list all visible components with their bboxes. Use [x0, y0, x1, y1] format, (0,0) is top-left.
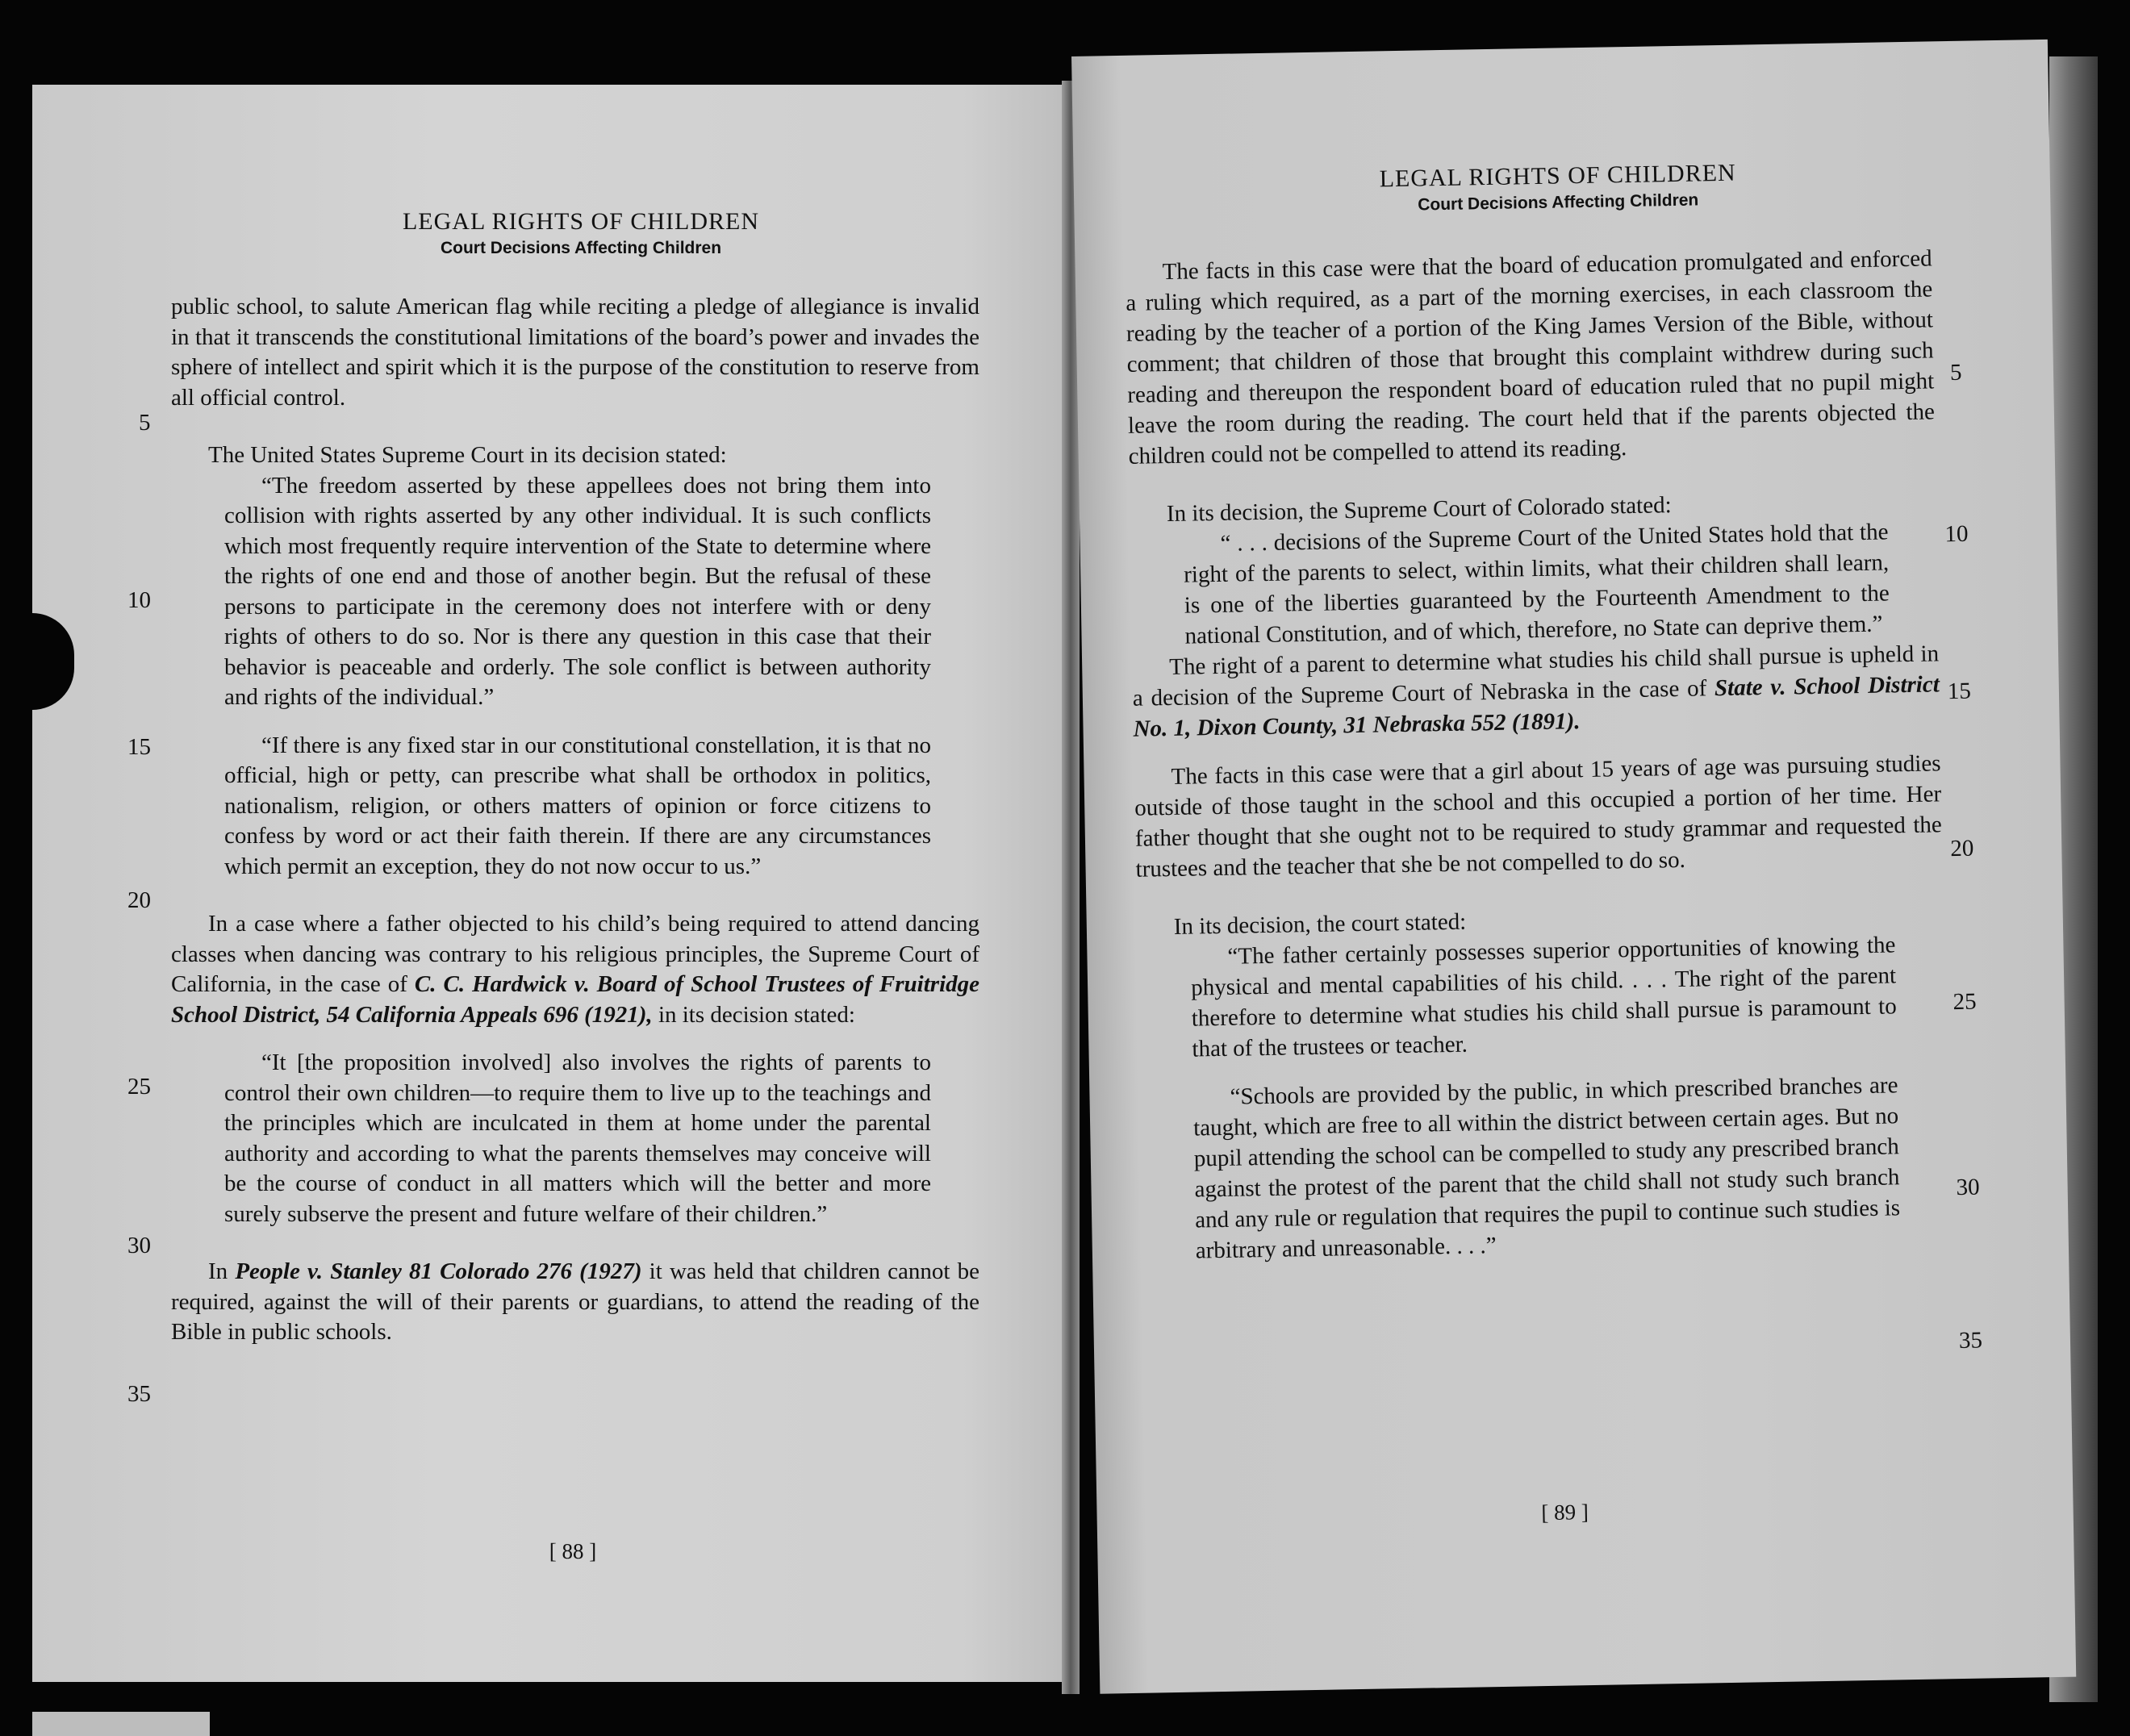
right-line-number: 10 — [1944, 520, 1969, 548]
right-paragraph-4: The facts in this case were that a girl about 15 years of age was pursuing studies outside of those taught in the school and this occupied a portion of her time. Her father thought that she ought not to be required to study grammar and requested the trustees and the teacher that she be not compelled to do so. — [1134, 750, 1943, 883]
right-case-citation: State v. School District No. 1, Dixon County, 31 Nebraska 552 (1891). — [1133, 671, 1940, 742]
left-line-number: 10 — [127, 587, 151, 613]
left-header — [307, 208, 855, 258]
left-page-number: [ 88 ] — [549, 1539, 597, 1563]
right-line-number: 35 — [1958, 1327, 1983, 1354]
left-body — [171, 292, 979, 1348]
right-quote-1: “ . . . decisions of the Supreme Court of the United States hold that the right of the parents to select, within limits, what their children shall learn, is one of the liberties guaranteed by the Fourteenth Amendment to the national Constitution, and of which, therefore, no State can deprive them.” — [1183, 519, 1890, 649]
right-quote-2: “The father certainly possesses superior opportunities of knowing the physical and mental capabilities of his child. . . . The right of the parent therefore to determine what studies his child shall pursue is paramount to that of the trustees or teacher. — [1190, 932, 1897, 1062]
right-body — [1125, 243, 1949, 1267]
right-paragraph-5: In its decision, the court stated: — [1173, 908, 1467, 940]
right-line-number: 15 — [1947, 678, 1972, 705]
right-page — [1071, 40, 2076, 1694]
left-header-title: LEGAL RIGHTS OF CHILDREN — [402, 208, 760, 235]
right-header-subtitle: Court Decisions Affecting Children — [1418, 190, 1699, 215]
right-line-number: 25 — [1952, 988, 1977, 1016]
left-header-subtitle: Court Decisions Affecting Children — [440, 239, 722, 257]
right-paragraph-2: In its decision, the Supreme Court of Colorado stated: — [1166, 492, 1672, 528]
right-line-number: 30 — [1956, 1174, 1980, 1201]
left-quote-1: “The freedom asserted by these appellees does not bring them into collision with rights asserted by any other individual. It is such conflicts which most frequently require intervention of the State to determine where the rights of one end and those of another begin. But the refusal of these persons to participate in the ceremony does not interfere with or deny rights of others to do so. Nor is there any question in this case that their behavior is peaceable and orderly. The sole conflict is between authority and rights of the individual.” — [224, 472, 931, 710]
right-paragraph-1: The facts in this case were that the board of education promulgated and enforced a ruling which required, as a part of the morning exercises, in each classroom the reading by the teacher of a portion of the King James Version of the Bible, without comment; that children of those that brought this complaint withdrew during such reading and thereupon the respondent board of education ruled that no pupil might leave the room during the reading. The court held that if the parents objected the children could not be compelled to attend its reading. — [1126, 245, 1936, 469]
right-header — [1283, 158, 1832, 218]
left-paragraph-4: In People v. Stanley 81 Colorado 276 (1927) it was held that children cannot be required, against the will of their parents or guardians, to attend the reading of the Bible in public schools. — [171, 1258, 979, 1345]
left-paragraph-1: public school, to salute American flag while reciting a pledge of allegiance is invalid in that it transcends the constitutional limitations of the board’s power and invades the sphere of intellect and spirit which it is the purpose of the constitution to reserve from all official control. — [171, 294, 979, 411]
right-page-number: [ 89 ] — [1541, 1500, 1589, 1525]
left-line-number: 15 — [127, 734, 151, 760]
right-line-number: 5 — [1949, 359, 1962, 386]
left-line-number: 30 — [127, 1233, 151, 1258]
left-paragraph-3: In a case where a father objected to his child’s being required to attend dancing classes when dancing was contrary to his religious principles, the Supreme Court of California, in the case of C. C. Hardwick v. Board of School Trustees of Fruitridge School District, 54 California Appeals 696 (1921), in its decision stated: — [171, 911, 979, 1028]
right-line-number: 20 — [1950, 835, 1974, 862]
left-case-citation-1: C. C. Hardwick v. Board of School Trustees of Fruitridge School District, 54 California Appeals 696 (1921), — [171, 971, 979, 1028]
right-quote-3: “Schools are provided by the public, in which prescribed branches are taught, which are free to all within the district between certain ages. But no pupil attending the school can be compelled to study any prescribed branch against the protest of the parent that the child shall not study such branch and any rule or regulation that requires the pupil to continue such studies is arbitrary and unreasonable. . . .” — [1192, 1072, 1901, 1264]
right-header-title: LEGAL RIGHTS OF CHILDREN — [1379, 159, 1736, 193]
left-paragraph-2: The United States Supreme Court in its decision stated: — [208, 442, 727, 468]
left-quote-2: “If there is any fixed star in our constitutional constellation, it is that no official, high or petty, can prescribe what shall be orthodox in politics, nationalism, religion, or others matters of opinion or force citizens to confess by word or act their faith therein. If there are any circumstances which permit an exception, they do not now occur to us.” — [224, 732, 931, 879]
left-line-number: 35 — [127, 1381, 151, 1407]
left-line-number: 25 — [127, 1074, 151, 1100]
left-case-citation-2: People v. Stanley 81 Colorado 276 (1927) — [235, 1258, 642, 1284]
left-quote-3: “It [the proposition involved] also involves the rights of parents to control their own children—to require them to live up to the teachings and the principles which are inculcated in them at home under the parental authority and according to what the parents themselves may conceive will be the course of conduct in all matters which will the better and more surely subserve the present and future welfare of their children.” — [224, 1050, 931, 1227]
bottom-strip — [32, 1712, 210, 1736]
left-line-number: 5 — [139, 410, 151, 436]
left-line-number: 20 — [127, 887, 151, 913]
right-paragraph-3: The right of a parent to determine what studies his child shall pursue is upheld in a decision of the Supreme Court of Nebraska in the case of State v. School District No. 1, Dixon County, 31 Nebraska 552 (1891). — [1132, 641, 1940, 742]
